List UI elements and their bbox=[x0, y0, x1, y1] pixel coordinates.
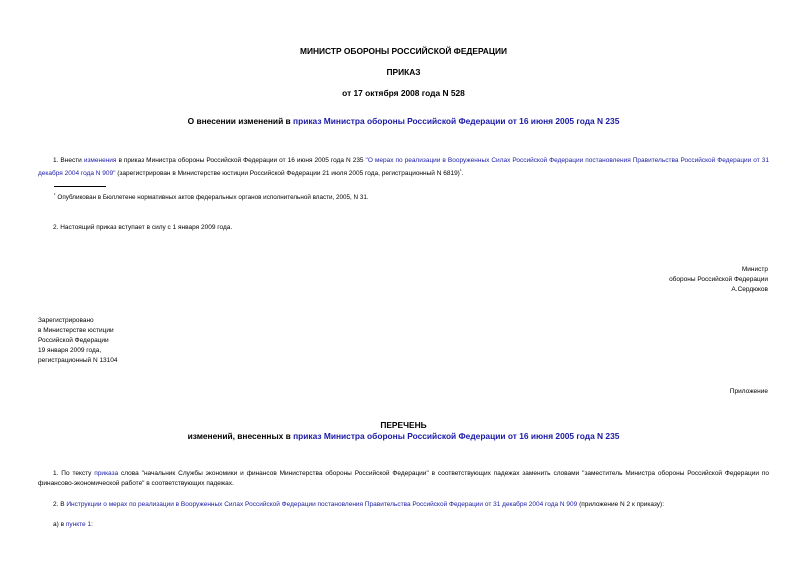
ministry-heading: МИНИСТР ОБОРОНЫ РОССИЙСКОЙ ФЕДЕРАЦИИ bbox=[299, 46, 508, 56]
footnote-divider bbox=[54, 186, 106, 187]
p1-text-3: (зарегистрирован в Министерстве юстиции Российской Федерации 21 июля 2005 года, регистрационный N 6819) bbox=[115, 170, 460, 178]
date-number-heading: от 17 октября 2008 года N 528 bbox=[342, 88, 465, 98]
list-subheading bbox=[0, 431, 807, 441]
item2a-text-2: : bbox=[91, 521, 93, 528]
list-subheading-link[interactable]: приказ Министра обороны Российской Федерации от 16 июня 2005 года N 235 bbox=[293, 431, 620, 441]
footnote-text: Опубликован в Бюллетене нормативных актов федеральных органов исполнительной власти, 2005, N 31. bbox=[55, 194, 369, 202]
p1-link-changes[interactable]: изменения bbox=[83, 157, 117, 164]
p1-text-1: 1. Внести bbox=[53, 157, 84, 164]
signature-title: Министр bbox=[741, 266, 768, 273]
paragraph-1 bbox=[38, 156, 769, 179]
item1-text-1: 1. По тексту bbox=[53, 470, 95, 477]
signature-name: А.Сердюков bbox=[731, 286, 768, 293]
item1-link[interactable]: приказа bbox=[94, 470, 119, 477]
p1-text-2: в приказ Министра обороны Российской Федерации от 16 июня 2005 года N 235 bbox=[116, 157, 366, 164]
footnote-mark: ¹ bbox=[54, 192, 56, 198]
appendix-label: Приложение bbox=[729, 388, 768, 395]
paragraph-2: 2. Настоящий приказ вступает в силу с 1 января 2009 года. bbox=[53, 224, 233, 231]
list-item-2 bbox=[53, 500, 769, 510]
registration-line-4: 19 января 2009 года, bbox=[38, 347, 102, 354]
p1-text-4: . bbox=[461, 170, 464, 178]
list-item-2a bbox=[53, 520, 769, 530]
registration-line-3: Российской Федерации bbox=[38, 337, 109, 344]
order-title-prefix: О внесении изменений в bbox=[187, 116, 294, 126]
p1-footnote-mark: ¹ bbox=[459, 168, 462, 174]
doc-type-heading: ПРИКАЗ bbox=[386, 67, 421, 77]
registration-line-2: в Министерстве юстиции bbox=[38, 327, 114, 334]
registration-line-1: Зарегистрировано bbox=[38, 317, 94, 324]
item2-text-2: (приложение N 2 к приказу): bbox=[577, 501, 665, 508]
p1-link-decree[interactable]: "О мерах по реализации в Вооруженных Силах Российской Федерации постановления Правительства Российской Федерации от 31 декабря 2004 года N 909" bbox=[38, 157, 769, 178]
list-item-1 bbox=[38, 469, 769, 489]
item1-text-2: слова "начальник Службы экономики и финансов Министерства обороны Российской Федерации" в соответствующих падежах заменить словами "заместитель Министра обороны Российской Федерации по финансово-экономической работе" в соответствующих падежах. bbox=[38, 470, 769, 487]
list-heading: ПЕРЕЧЕНЬ bbox=[380, 420, 427, 430]
signature-block bbox=[500, 265, 768, 295]
list-subheading-prefix: изменений, внесенных в bbox=[187, 431, 294, 441]
registration-line-5: регистрационный N 13104 bbox=[38, 357, 118, 364]
order-title-link[interactable]: приказ Министра обороны Российской Федерации от 16 июня 2005 года N 235 bbox=[293, 116, 620, 126]
footnote bbox=[54, 190, 754, 203]
signature-org: обороны Российской Федерации bbox=[669, 276, 768, 283]
order-title bbox=[0, 116, 807, 126]
item2a-link[interactable]: пункте 1 bbox=[65, 521, 92, 528]
item2-link[interactable]: Инструкции о мерах по реализации в Вооруженных Силах Российской Федерации постановления Правительства Российской Федерации от 31 декабря 2004 года N 909 bbox=[66, 501, 578, 508]
item2-text-1: 2. В bbox=[53, 501, 67, 508]
registration-block bbox=[38, 316, 338, 366]
item2a-text-1: а) в bbox=[53, 521, 66, 528]
